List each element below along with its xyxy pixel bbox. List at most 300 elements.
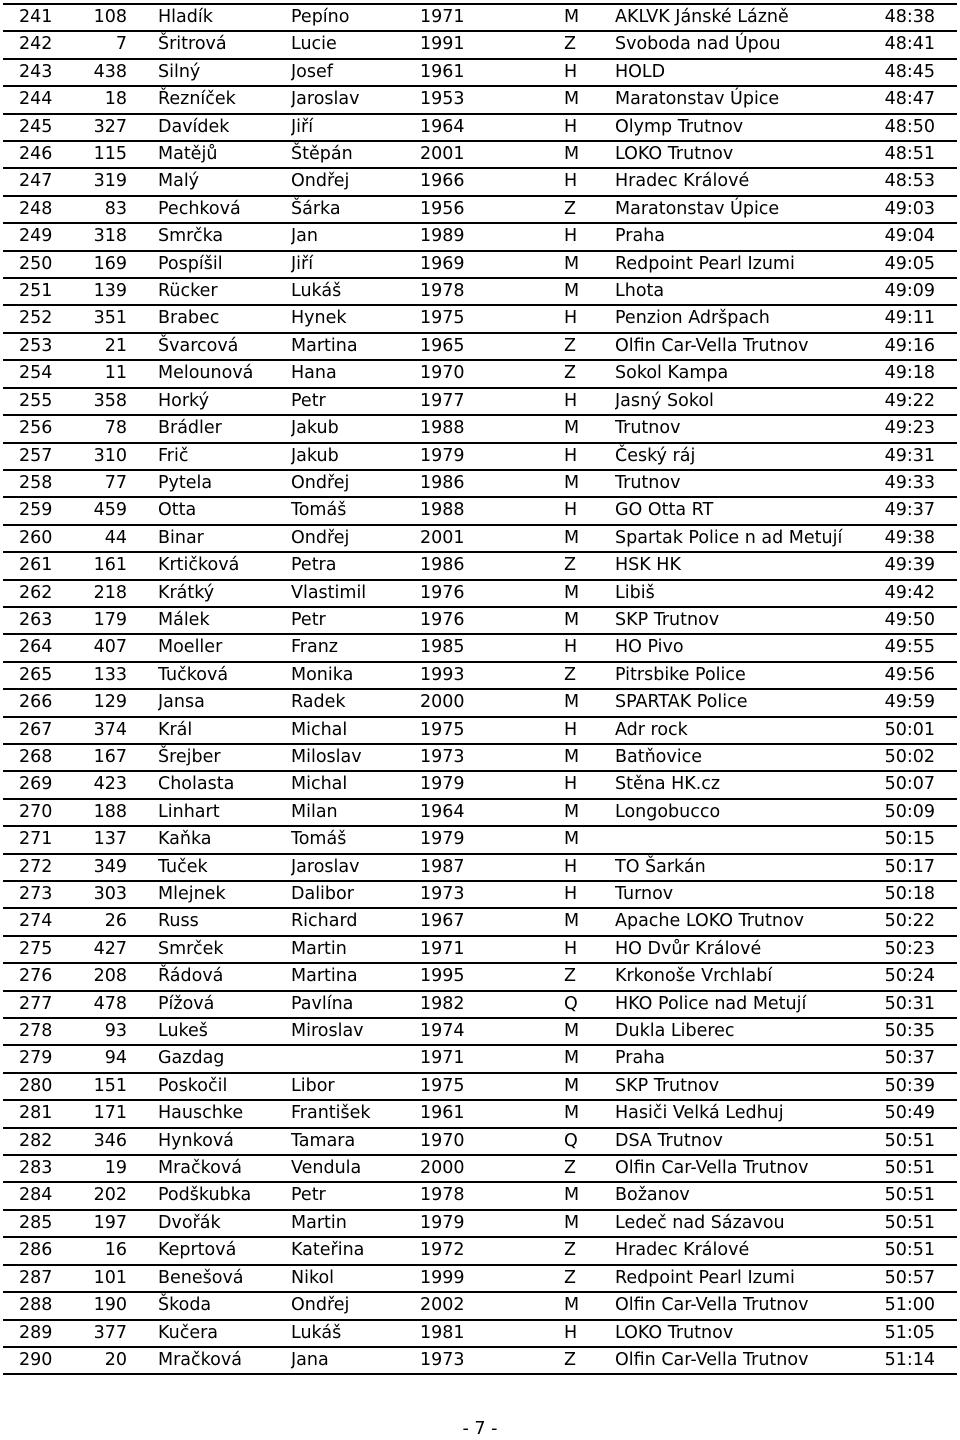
cell-place: 245 xyxy=(19,116,53,137)
cell-first: Miroslav xyxy=(291,1021,364,1042)
cell-time: 48:53 xyxy=(884,171,935,192)
cell-first: Tomáš xyxy=(291,829,347,850)
table-row xyxy=(3,498,957,525)
cell-last: Král xyxy=(158,719,193,740)
cell-cat: H xyxy=(564,61,578,82)
cell-time: 48:50 xyxy=(884,116,935,137)
cell-club: Praha xyxy=(615,226,665,247)
cell-cat: H xyxy=(564,884,578,904)
cell-last: Řádová xyxy=(158,966,224,987)
cell-bib: 303 xyxy=(93,884,127,904)
cell-last: Matějů xyxy=(158,144,218,165)
cell-time: 49:56 xyxy=(884,664,935,685)
cell-bib: 26 xyxy=(104,911,127,932)
cell-club: SPARTAK Police xyxy=(615,692,748,713)
cell-cat: H xyxy=(564,116,578,137)
cell-last: Russ xyxy=(158,911,199,932)
table-row xyxy=(3,1266,957,1293)
cell-bib: 78 xyxy=(104,418,127,439)
cell-last: Škoda xyxy=(158,1295,212,1316)
cell-year: 1964 xyxy=(420,116,465,137)
cell-last: Hynková xyxy=(158,1130,234,1151)
cell-place: 264 xyxy=(19,637,53,658)
cell-time: 48:45 xyxy=(884,61,935,82)
cell-place: 268 xyxy=(19,746,53,767)
cell-cat: M xyxy=(564,89,580,110)
table-row xyxy=(3,745,957,772)
cell-year: 1965 xyxy=(420,335,465,356)
cell-first: Vendula xyxy=(291,1158,362,1179)
cell-bib: 133 xyxy=(93,664,127,685)
cell-year: 1972 xyxy=(420,1240,465,1261)
table-row xyxy=(3,992,957,1019)
cell-club: Hasiči Velká Ledhuj xyxy=(615,1103,784,1124)
cell-bib: 19 xyxy=(104,1158,127,1179)
cell-cat: M xyxy=(564,527,580,548)
table-row xyxy=(3,1129,957,1156)
cell-time: 49:11 xyxy=(884,308,935,329)
table-row xyxy=(3,800,957,827)
cell-cat: M xyxy=(564,281,580,302)
cell-year: 1978 xyxy=(420,1185,465,1206)
cell-first: Lukáš xyxy=(291,1322,342,1343)
cell-last: Mračková xyxy=(158,1349,242,1370)
table-row xyxy=(3,1238,957,1265)
cell-bib: 327 xyxy=(93,116,127,137)
cell-bib: 478 xyxy=(93,993,127,1014)
cell-year: 2002 xyxy=(420,1295,465,1316)
cell-time: 50:07 xyxy=(884,774,935,795)
table-row xyxy=(3,115,957,142)
cell-cat: H xyxy=(564,856,578,877)
cell-place: 267 xyxy=(19,719,53,740)
cell-last: Hladík xyxy=(158,7,213,27)
cell-first: Petr xyxy=(291,1185,326,1206)
cell-cat: Z xyxy=(564,966,576,987)
cell-last: Otta xyxy=(158,500,197,521)
cell-first: Ondřej xyxy=(291,171,350,192)
cell-last: Tučková xyxy=(158,664,229,685)
cell-year: 1986 xyxy=(420,555,465,576)
cell-cat: M xyxy=(564,1212,580,1233)
cell-first: Hana xyxy=(291,363,337,384)
cell-time: 50:35 xyxy=(884,1021,935,1042)
cell-cat: M xyxy=(564,144,580,165)
table-row xyxy=(3,964,957,991)
table-row xyxy=(3,855,957,882)
cell-club: Batňovice xyxy=(615,746,702,767)
cell-place: 289 xyxy=(19,1322,53,1343)
cell-club: Olfin Car-Vella Trutnov xyxy=(615,1295,809,1316)
cell-place: 262 xyxy=(19,582,53,603)
cell-cat: Z xyxy=(564,1349,576,1370)
cell-cat: M xyxy=(564,1295,580,1316)
cell-cat: Z xyxy=(564,1267,576,1288)
cell-club: Ledeč nad Sázavou xyxy=(615,1212,785,1233)
cell-place: 285 xyxy=(19,1212,53,1233)
cell-cat: H xyxy=(564,637,578,658)
cell-place: 256 xyxy=(19,418,53,439)
cell-year: 1953 xyxy=(420,89,465,110)
cell-place: 263 xyxy=(19,609,53,630)
cell-club: SKP Trutnov xyxy=(615,1075,720,1096)
cell-club: SKP Trutnov xyxy=(615,609,720,630)
cell-year: 1976 xyxy=(420,609,465,630)
cell-year: 1999 xyxy=(420,1267,465,1288)
cell-year: 1973 xyxy=(420,884,465,904)
cell-time: 51:05 xyxy=(884,1322,935,1343)
cell-first: Jan xyxy=(291,226,318,247)
cell-first: Richard xyxy=(291,911,358,932)
cell-time: 50:51 xyxy=(884,1130,935,1151)
cell-year: 1979 xyxy=(420,829,465,850)
cell-year: 1975 xyxy=(420,308,465,329)
cell-bib: 169 xyxy=(93,253,127,274)
table-row xyxy=(3,1074,957,1101)
cell-last: Kaňka xyxy=(158,829,212,850)
cell-bib: 101 xyxy=(93,1267,127,1288)
cell-first: Kateřina xyxy=(291,1240,365,1261)
cell-last: Švarcová xyxy=(158,335,239,356)
cell-bib: 44 xyxy=(104,527,127,548)
cell-year: 1995 xyxy=(420,966,465,987)
cell-first: Michal xyxy=(291,774,348,795)
cell-time: 50:18 xyxy=(884,884,935,904)
cell-place: 266 xyxy=(19,692,53,713)
cell-time: 49:04 xyxy=(884,226,935,247)
table-row xyxy=(3,334,957,361)
cell-bib: 318 xyxy=(93,226,127,247)
cell-time: 50:51 xyxy=(884,1158,935,1179)
cell-last: Dvořák xyxy=(158,1212,221,1233)
cell-first: Libor xyxy=(291,1075,335,1096)
cell-club: Apache LOKO Trutnov xyxy=(615,911,805,932)
cell-last: Hauschke xyxy=(158,1103,244,1124)
cell-time: 50:15 xyxy=(884,829,935,850)
cell-cat: M xyxy=(564,7,580,27)
cell-bib: 93 xyxy=(104,1021,127,1042)
cell-last: Smrčka xyxy=(158,226,224,247)
cell-place: 284 xyxy=(19,1185,53,1206)
cell-time: 50:49 xyxy=(884,1103,935,1124)
cell-bib: 161 xyxy=(93,555,127,576)
cell-time: 49:05 xyxy=(884,253,935,274)
cell-club: Lhota xyxy=(615,281,665,302)
cell-year: 1966 xyxy=(420,171,465,192)
cell-club: Český ráj xyxy=(615,445,696,466)
cell-time: 50:57 xyxy=(884,1267,935,1288)
table-row xyxy=(3,416,957,443)
cell-year: 1979 xyxy=(420,774,465,795)
cell-year: 1970 xyxy=(420,1130,465,1151)
cell-club: Spartak Police n ad Metují xyxy=(615,527,843,548)
table-row xyxy=(3,1293,957,1320)
cell-bib: 351 xyxy=(93,308,127,329)
cell-place: 241 xyxy=(19,7,53,27)
table-row xyxy=(3,306,957,333)
cell-cat: M xyxy=(564,911,580,932)
cell-time: 50:17 xyxy=(884,856,935,877)
cell-place: 257 xyxy=(19,445,53,466)
cell-place: 246 xyxy=(19,144,53,165)
cell-club: Longobucco xyxy=(615,801,721,822)
cell-bib: 438 xyxy=(93,61,127,82)
cell-place: 265 xyxy=(19,664,53,685)
cell-year: 1988 xyxy=(420,418,465,439)
cell-bib: 18 xyxy=(104,89,127,110)
cell-year: 1975 xyxy=(420,1075,465,1096)
cell-first: František xyxy=(291,1103,371,1124)
cell-cat: Z xyxy=(564,363,576,384)
cell-club: LOKO Trutnov xyxy=(615,1322,734,1343)
table-row xyxy=(3,718,957,745)
cell-year: 1956 xyxy=(420,198,465,219)
cell-time: 48:47 xyxy=(884,89,935,110)
cell-place: 269 xyxy=(19,774,53,795)
table-row xyxy=(3,690,957,717)
cell-year: 1961 xyxy=(420,1103,465,1124)
cell-bib: 407 xyxy=(93,637,127,658)
table-row xyxy=(3,60,957,87)
table-row xyxy=(3,224,957,251)
cell-year: 1975 xyxy=(420,719,465,740)
cell-first xyxy=(291,1046,416,1071)
cell-cat: H xyxy=(564,938,578,959)
cell-time: 50:31 xyxy=(884,993,935,1014)
cell-last: Poskočil xyxy=(158,1075,228,1096)
cell-time: 49:39 xyxy=(884,555,935,576)
cell-time: 49:59 xyxy=(884,692,935,713)
cell-last: Brádler xyxy=(158,418,222,439)
cell-bib: 21 xyxy=(104,335,127,356)
cell-time: 49:38 xyxy=(884,527,935,548)
table-row xyxy=(3,909,957,936)
cell-year: 1971 xyxy=(420,938,465,959)
cell-bib: 358 xyxy=(93,390,127,411)
cell-place: 275 xyxy=(19,938,53,959)
cell-first: Jaroslav xyxy=(291,856,360,877)
cell-place: 271 xyxy=(19,829,53,850)
cell-club: TO Šarkán xyxy=(615,856,706,877)
cell-first: Tamara xyxy=(291,1130,356,1151)
cell-bib: 139 xyxy=(93,281,127,302)
cell-time: 49:23 xyxy=(884,418,935,439)
cell-cat: M xyxy=(564,1103,580,1124)
table-row xyxy=(3,32,957,59)
cell-time: 49:37 xyxy=(884,500,935,521)
cell-cat: M xyxy=(564,801,580,822)
cell-year: 2001 xyxy=(420,527,465,548)
cell-time: 51:14 xyxy=(884,1349,935,1370)
cell-club: Redpoint Pearl Izumi xyxy=(615,253,795,274)
cell-cat: M xyxy=(564,746,580,767)
cell-last: Smrček xyxy=(158,938,224,959)
cell-first: Hynek xyxy=(291,308,347,329)
cell-bib: 310 xyxy=(93,445,127,466)
cell-first: Milan xyxy=(291,801,338,822)
cell-year: 1969 xyxy=(420,253,465,274)
cell-cat: M xyxy=(564,1021,580,1042)
cell-club: Maratonstav Úpice xyxy=(615,89,780,110)
cell-club: Olfin Car-Vella Trutnov xyxy=(615,1158,809,1179)
cell-last: Keprtová xyxy=(158,1240,237,1261)
cell-club: Penzion Adršpach xyxy=(615,308,770,329)
cell-first: Franz xyxy=(291,637,338,658)
cell-club: HO Pivo xyxy=(615,637,684,658)
cell-place: 270 xyxy=(19,801,53,822)
cell-first: Tomáš xyxy=(291,500,347,521)
cell-club: Svoboda nad Úpou xyxy=(615,34,781,55)
cell-cat: Q xyxy=(564,1130,578,1151)
cell-club: Hradec Králové xyxy=(615,171,750,192)
table-row xyxy=(3,1046,957,1073)
cell-bib: 349 xyxy=(93,856,127,877)
cell-time: 49:03 xyxy=(884,198,935,219)
cell-time: 50:22 xyxy=(884,911,935,932)
cell-cat: M xyxy=(564,609,580,630)
cell-time: 49:50 xyxy=(884,609,935,630)
cell-last: Pechková xyxy=(158,198,241,219)
cell-last: Pížová xyxy=(158,993,215,1014)
cell-last: Mlejnek xyxy=(158,884,226,904)
table-row xyxy=(3,471,957,498)
cell-last: Mračková xyxy=(158,1158,242,1179)
cell-first: Jaroslav xyxy=(291,89,360,110)
cell-last: Linhart xyxy=(158,801,220,822)
cell-last: Jansa xyxy=(158,692,205,713)
cell-bib: 7 xyxy=(115,34,127,55)
cell-cat: M xyxy=(564,1075,580,1096)
table-row xyxy=(3,581,957,608)
cell-bib: 137 xyxy=(93,829,127,850)
cell-first: Vlastimil xyxy=(291,582,367,603)
cell-year: 1967 xyxy=(420,911,465,932)
cell-last: Řezníček xyxy=(158,89,236,110)
cell-bib: 423 xyxy=(93,774,127,795)
cell-club: Turnov xyxy=(615,884,674,904)
cell-place: 244 xyxy=(19,89,53,110)
cell-time: 49:16 xyxy=(884,335,935,356)
cell-last: Šritrová xyxy=(158,34,227,55)
cell-cat: H xyxy=(564,390,578,411)
table-row xyxy=(3,1183,957,1210)
cell-last: Horký xyxy=(158,390,209,411)
table-row xyxy=(3,635,957,662)
cell-cat: Z xyxy=(564,34,576,55)
cell-time: 50:23 xyxy=(884,938,935,959)
cell-place: 290 xyxy=(19,1349,53,1370)
cell-cat: H xyxy=(564,445,578,466)
cell-bib: 115 xyxy=(93,144,127,165)
cell-last: Malý xyxy=(158,171,200,192)
cell-first: Pavlína xyxy=(291,993,354,1014)
cell-cat: M xyxy=(564,472,580,493)
cell-place: 258 xyxy=(19,472,53,493)
cell-bib: 11 xyxy=(104,363,127,384)
cell-last: Brabec xyxy=(158,308,220,329)
cell-place: 247 xyxy=(19,171,53,192)
cell-cat: Z xyxy=(564,1240,576,1261)
cell-first: Ondřej xyxy=(291,527,350,548)
cell-place: 249 xyxy=(19,226,53,247)
cell-place: 281 xyxy=(19,1103,53,1124)
cell-year: 1991 xyxy=(420,34,465,55)
cell-last: Moeller xyxy=(158,637,223,658)
cell-last: Kučera xyxy=(158,1322,219,1343)
cell-first: Jiří xyxy=(291,116,314,137)
table-row xyxy=(3,142,957,169)
cell-time: 50:51 xyxy=(884,1212,935,1233)
cell-bib: 459 xyxy=(93,500,127,521)
cell-first: Miloslav xyxy=(291,746,362,767)
table-row xyxy=(3,827,957,854)
cell-bib: 179 xyxy=(93,609,127,630)
cell-club: Trutnov xyxy=(615,418,681,439)
cell-place: 278 xyxy=(19,1021,53,1042)
cell-place: 261 xyxy=(19,555,53,576)
cell-first: Martina xyxy=(291,966,358,987)
table-row xyxy=(3,197,957,224)
cell-time: 50:51 xyxy=(884,1240,935,1261)
cell-place: 287 xyxy=(19,1267,53,1288)
cell-last: Tuček xyxy=(158,856,208,877)
cell-place: 274 xyxy=(19,911,53,932)
cell-year: 1979 xyxy=(420,445,465,466)
cell-bib: 167 xyxy=(93,746,127,767)
cell-last: Pytela xyxy=(158,472,213,493)
cell-time: 50:09 xyxy=(884,801,935,822)
cell-first: Josef xyxy=(291,61,333,82)
cell-first: Jakub xyxy=(291,445,339,466)
table-row xyxy=(3,169,957,196)
cell-place: 253 xyxy=(19,335,53,356)
cell-bib: 208 xyxy=(93,966,127,987)
cell-place: 252 xyxy=(19,308,53,329)
cell-bib: 377 xyxy=(93,1322,127,1343)
cell-time: 50:39 xyxy=(884,1075,935,1096)
cell-place: 251 xyxy=(19,281,53,302)
cell-bib: 202 xyxy=(93,1185,127,1206)
cell-cat: Q xyxy=(564,993,578,1014)
cell-cat: M xyxy=(564,829,580,850)
cell-cat: H xyxy=(564,226,578,247)
cell-club: HOLD xyxy=(615,61,666,82)
cell-year: 1970 xyxy=(420,363,465,384)
table-row xyxy=(3,5,957,32)
cell-cat: H xyxy=(564,774,578,795)
cell-place: 282 xyxy=(19,1130,53,1151)
cell-club: HO Dvůr Králové xyxy=(615,938,762,959)
cell-place: 288 xyxy=(19,1295,53,1316)
cell-first: Štěpán xyxy=(291,144,353,165)
cell-year: 1982 xyxy=(420,993,465,1014)
cell-first: Lukáš xyxy=(291,281,342,302)
cell-place: 243 xyxy=(19,61,53,82)
table-row xyxy=(3,1019,957,1046)
cell-cat: M xyxy=(564,253,580,274)
cell-last: Gazdag xyxy=(158,1048,225,1069)
cell-last: Davídek xyxy=(158,116,230,137)
cell-club: GO Otta RT xyxy=(615,500,714,521)
table-row xyxy=(3,937,957,964)
cell-year: 1973 xyxy=(420,1349,465,1370)
cell-last: Melounová xyxy=(158,363,254,384)
cell-club: Libiš xyxy=(615,582,655,603)
table-row xyxy=(3,1321,957,1348)
cell-bib: 108 xyxy=(93,7,127,27)
cell-bib: 427 xyxy=(93,938,127,959)
cell-time: 50:01 xyxy=(884,719,935,740)
